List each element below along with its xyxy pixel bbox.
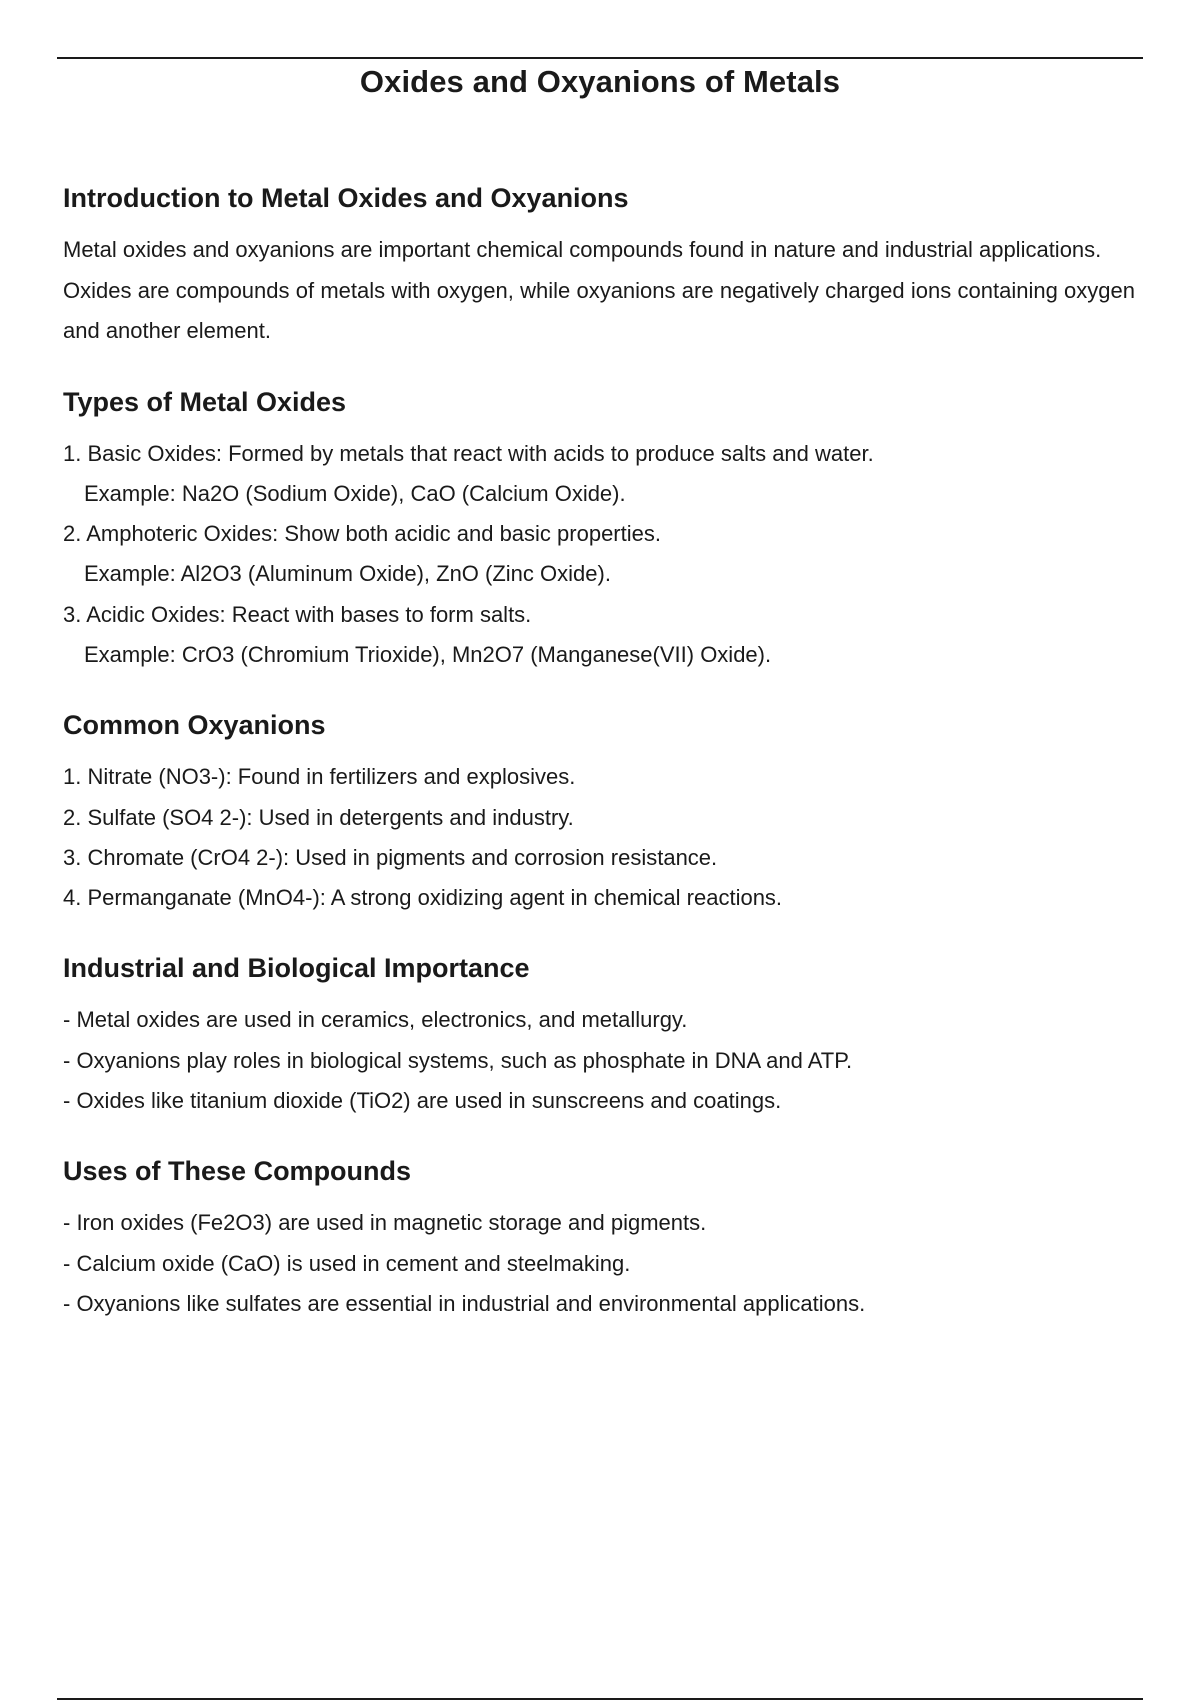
section-common-oxyanions	[63, 705, 1135, 918]
list-item: 1. Nitrate (NO3-): Found in fertilizers and explosives.	[63, 764, 576, 790]
section-types-of-metal-oxides	[63, 382, 1135, 676]
uses-list	[63, 1203, 1135, 1324]
list-item-example: Example: Na2O (Sodium Oxide), CaO (Calcium Oxide).	[84, 480, 626, 506]
list-item-example: Example: CrO3 (Chromium Trioxide), Mn2O7 (Manganese(VII) Oxide).	[84, 641, 772, 667]
document-title: Oxides and Oxyanions of Metals	[359, 64, 841, 99]
list-item: 3. Chromate (CrO4 2-): Used in pigments and corrosion resistance.	[63, 844, 718, 870]
list-item-text: 2. Amphoteric Oxides: Show both acidic and basic properties.	[63, 521, 661, 547]
list-item-text: 3. Acidic Oxides: React with bases to form salts.	[63, 601, 532, 627]
paragraph: Oxides are compounds of metals with oxygen, while oxyanions are negatively charged ions containing oxygen and another element.	[63, 277, 1135, 343]
paragraph: Metal oxides and oxyanions are important chemical compounds found in nature and industrial applications.	[63, 237, 1102, 262]
section-heading: Uses of These Compounds	[63, 1156, 412, 1187]
top-rule	[57, 57, 1143, 59]
oxyanions-list	[63, 757, 1135, 918]
list-item: - Calcium oxide (CaO) is used in cement and steelmaking.	[63, 1250, 631, 1276]
list-item: - Metal oxides are used in ceramics, electronics, and metallurgy.	[63, 1007, 688, 1033]
list-item	[63, 434, 1135, 515]
section-heading: Introduction to Metal Oxides and Oxyanions	[63, 183, 629, 213]
oxide-types-list	[63, 434, 1135, 676]
section-heading: Industrial and Biological Importance	[63, 953, 530, 984]
list-item: - Iron oxides (Fe2O3) are used in magnetic storage and pigments.	[63, 1210, 707, 1236]
list-item-example: Example: Al2O3 (Aluminum Oxide), ZnO (Zinc Oxide).	[84, 561, 611, 587]
section-uses-of-compounds	[63, 1151, 1135, 1324]
list-item-text: 1. Basic Oxides: Formed by metals that react with acids to produce salts and water.	[63, 440, 874, 466]
list-item: - Oxyanions like sulfates are essential in industrial and environmental applications.	[63, 1290, 866, 1316]
list-item	[63, 595, 1135, 676]
list-item: - Oxides like titanium dioxide (TiO2) are used in sunscreens and coatings.	[63, 1088, 782, 1114]
section-heading: Common Oxyanions	[63, 710, 326, 741]
list-item: - Oxyanions play roles in biological systems, such as phosphate in DNA and ATP.	[63, 1047, 853, 1073]
section-introduction	[63, 178, 1135, 352]
importance-list	[63, 1000, 1135, 1121]
section-heading: Types of Metal Oxides	[63, 386, 347, 417]
section-industrial-biological-importance	[63, 948, 1135, 1121]
list-item: 2. Sulfate (SO4 2-): Used in detergents and industry.	[63, 804, 574, 830]
list-item	[63, 514, 1135, 595]
document-body	[63, 178, 1135, 1354]
list-item: 4. Permanganate (MnO4-): A strong oxidizing agent in chemical reactions.	[63, 885, 783, 911]
